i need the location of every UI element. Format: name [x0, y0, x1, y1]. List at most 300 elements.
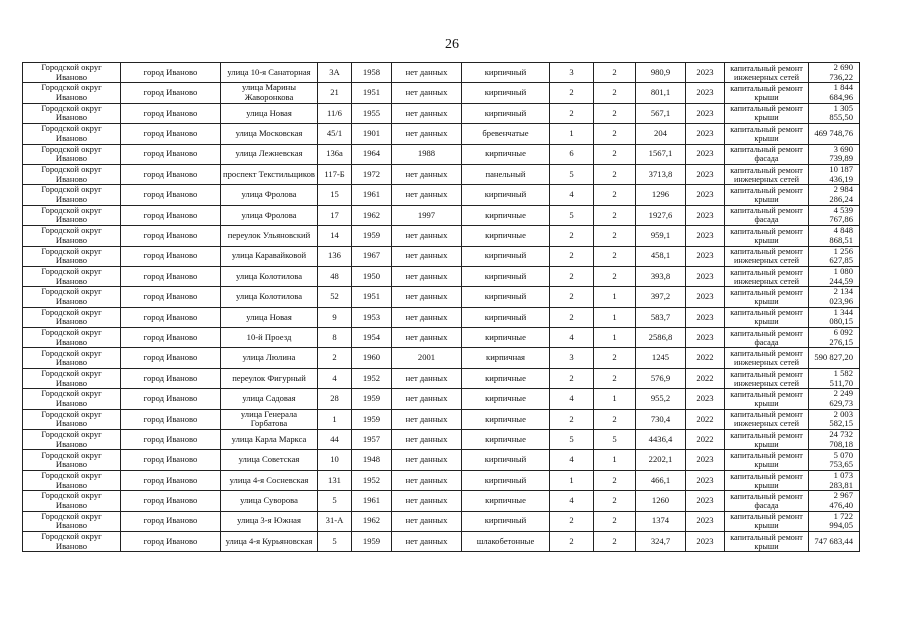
- cell-settlement: город Иваново: [121, 307, 221, 327]
- cell-cost: 590 827,20: [809, 348, 860, 368]
- cell-year-built: 1961: [352, 185, 392, 205]
- cell-floors: 5: [550, 164, 594, 184]
- cell-street: 10-й Проезд: [221, 328, 318, 348]
- cell-work-type: капитальный ремонт крыши: [725, 287, 809, 307]
- cell-floors: 2: [550, 103, 594, 123]
- cell-municipality: Городской округ Иваново: [23, 164, 121, 184]
- cell-area: 397,2: [636, 287, 686, 307]
- cell-year-reconstructed: нет данных: [392, 430, 462, 450]
- cell-year-built: 1951: [352, 83, 392, 103]
- cell-year-built: 1961: [352, 491, 392, 511]
- cell-municipality: Городской округ Иваново: [23, 205, 121, 225]
- cell-planned-year: 2023: [686, 511, 725, 531]
- cell-settlement: город Иваново: [121, 205, 221, 225]
- cell-year-reconstructed: 1988: [392, 144, 462, 164]
- table-row: [23, 307, 860, 327]
- cell-house-number: 117-Б: [318, 164, 352, 184]
- cell-house-number: 131: [318, 470, 352, 490]
- cell-entrances: 2: [594, 266, 636, 286]
- cell-year-built: 1964: [352, 144, 392, 164]
- table-row: [23, 185, 860, 205]
- cell-work-type: капитальный ремонт крыши: [725, 470, 809, 490]
- cell-year-built: 1955: [352, 103, 392, 123]
- cell-area: 576,9: [636, 368, 686, 388]
- cell-house-number: 28: [318, 389, 352, 409]
- cell-wall-material: панельный: [462, 164, 550, 184]
- cell-house-number: 4: [318, 368, 352, 388]
- cell-entrances: 2: [594, 185, 636, 205]
- table-row: [23, 531, 860, 551]
- cell-entrances: 2: [594, 368, 636, 388]
- cell-area: 1296: [636, 185, 686, 205]
- cell-year-built: 1958: [352, 63, 392, 83]
- cell-year-built: 1901: [352, 124, 392, 144]
- cell-year-built: 1962: [352, 511, 392, 531]
- cell-house-number: 14: [318, 226, 352, 246]
- cell-floors: 2: [550, 531, 594, 551]
- cell-planned-year: 2023: [686, 491, 725, 511]
- cell-house-number: 10: [318, 450, 352, 470]
- cell-municipality: Городской округ Иваново: [23, 63, 121, 83]
- cell-cost: 1 344 080,15: [809, 307, 860, 327]
- cell-work-type: капитальный ремонт крыши: [725, 185, 809, 205]
- cell-entrances: 2: [594, 409, 636, 429]
- cell-planned-year: 2023: [686, 63, 725, 83]
- cell-wall-material: бревенчатые: [462, 124, 550, 144]
- cell-floors: 4: [550, 389, 594, 409]
- cell-work-type: капитальный ремонт инженерных сетей: [725, 266, 809, 286]
- cell-house-number: 1: [318, 409, 352, 429]
- cell-cost: 747 683,44: [809, 531, 860, 551]
- cell-wall-material: кирпичный: [462, 63, 550, 83]
- cell-entrances: 2: [594, 511, 636, 531]
- table-row: [23, 103, 860, 123]
- cell-wall-material: кирпичные: [462, 226, 550, 246]
- cell-year-reconstructed: нет данных: [392, 63, 462, 83]
- cell-cost: 4 539 767,86: [809, 205, 860, 225]
- cell-settlement: город Иваново: [121, 531, 221, 551]
- cell-house-number: 44: [318, 430, 352, 450]
- cell-house-number: 5: [318, 491, 352, 511]
- cell-street: улица Фролова: [221, 185, 318, 205]
- cell-cost: 2 967 476,40: [809, 491, 860, 511]
- cell-settlement: город Иваново: [121, 430, 221, 450]
- cell-area: 3713,8: [636, 164, 686, 184]
- cell-area: 980,9: [636, 63, 686, 83]
- cell-wall-material: кирпичный: [462, 287, 550, 307]
- cell-cost: 469 748,76: [809, 124, 860, 144]
- cell-year-built: 1959: [352, 226, 392, 246]
- cell-municipality: Городской округ Иваново: [23, 511, 121, 531]
- cell-cost: 2 249 629,73: [809, 389, 860, 409]
- page-number: 26: [445, 37, 459, 52]
- cell-year-reconstructed: нет данных: [392, 164, 462, 184]
- cell-area: 1260: [636, 491, 686, 511]
- cell-entrances: 2: [594, 63, 636, 83]
- cell-entrances: 2: [594, 531, 636, 551]
- cell-work-type: капитальный ремонт инженерных сетей: [725, 164, 809, 184]
- cell-wall-material: кирпичный: [462, 185, 550, 205]
- cell-entrances: 2: [594, 348, 636, 368]
- cell-settlement: город Иваново: [121, 164, 221, 184]
- cell-municipality: Городской округ Иваново: [23, 389, 121, 409]
- cell-wall-material: кирпичные: [462, 409, 550, 429]
- cell-entrances: 1: [594, 287, 636, 307]
- cell-wall-material: кирпичные: [462, 368, 550, 388]
- cell-planned-year: 2022: [686, 348, 725, 368]
- cell-year-reconstructed: нет данных: [392, 307, 462, 327]
- cell-year-built: 1972: [352, 164, 392, 184]
- cell-planned-year: 2023: [686, 389, 725, 409]
- table-row: [23, 328, 860, 348]
- cell-work-type: капитальный ремонт крыши: [725, 83, 809, 103]
- cell-area: 583,7: [636, 307, 686, 327]
- cell-planned-year: 2023: [686, 307, 725, 327]
- cell-area: 1927,6: [636, 205, 686, 225]
- cell-street: улица Генерала Горбатова: [221, 409, 318, 429]
- cell-planned-year: 2023: [686, 226, 725, 246]
- cell-wall-material: кирпичные: [462, 491, 550, 511]
- cell-year-reconstructed: нет данных: [392, 246, 462, 266]
- cell-work-type: капитальный ремонт инженерных сетей: [725, 409, 809, 429]
- table-row: [23, 246, 860, 266]
- cell-year-built: 1952: [352, 470, 392, 490]
- cell-area: 801,1: [636, 83, 686, 103]
- cell-cost: 1 073 283,81: [809, 470, 860, 490]
- cell-floors: 2: [550, 246, 594, 266]
- cell-entrances: 2: [594, 164, 636, 184]
- cell-entrances: 1: [594, 389, 636, 409]
- cell-year-built: 1951: [352, 287, 392, 307]
- cell-municipality: Городской округ Иваново: [23, 531, 121, 551]
- cell-cost: 2 003 582,15: [809, 409, 860, 429]
- cell-cost: 24 732 708,18: [809, 430, 860, 450]
- cell-planned-year: 2022: [686, 409, 725, 429]
- cell-street: переулок Фигурный: [221, 368, 318, 388]
- cell-work-type: капитальный ремонт крыши: [725, 511, 809, 531]
- cell-entrances: 2: [594, 246, 636, 266]
- cell-entrances: 5: [594, 430, 636, 450]
- cell-year-reconstructed: нет данных: [392, 368, 462, 388]
- cell-year-built: 1954: [352, 328, 392, 348]
- table-row: [23, 226, 860, 246]
- cell-floors: 2: [550, 266, 594, 286]
- cell-year-reconstructed: нет данных: [392, 328, 462, 348]
- cell-year-reconstructed: нет данных: [392, 511, 462, 531]
- cell-year-reconstructed: нет данных: [392, 103, 462, 123]
- cell-cost: 1 844 684,96: [809, 83, 860, 103]
- cell-cost: 1 582 511,70: [809, 368, 860, 388]
- table-row: [23, 63, 860, 83]
- cell-wall-material: кирпичные: [462, 144, 550, 164]
- cell-year-built: 1948: [352, 450, 392, 470]
- cell-cost: 1 722 994,05: [809, 511, 860, 531]
- cell-wall-material: кирпичная: [462, 348, 550, 368]
- cell-wall-material: кирпичные: [462, 205, 550, 225]
- cell-year-reconstructed: нет данных: [392, 450, 462, 470]
- table-row: [23, 124, 860, 144]
- cell-street: улица Каравайковой: [221, 246, 318, 266]
- cell-planned-year: 2023: [686, 83, 725, 103]
- cell-area: 1245: [636, 348, 686, 368]
- cell-house-number: 136: [318, 246, 352, 266]
- cell-floors: 2: [550, 307, 594, 327]
- cell-work-type: капитальный ремонт инженерных сетей: [725, 63, 809, 83]
- cell-work-type: капитальный ремонт фасада: [725, 205, 809, 225]
- cell-floors: 6: [550, 144, 594, 164]
- cell-municipality: Городской округ Иваново: [23, 307, 121, 327]
- cell-work-type: капитальный ремонт крыши: [725, 124, 809, 144]
- cell-year-reconstructed: нет данных: [392, 124, 462, 144]
- cell-street: улица 3-я Южная: [221, 511, 318, 531]
- cell-entrances: 2: [594, 124, 636, 144]
- cell-year-reconstructed: 2001: [392, 348, 462, 368]
- cell-street: улица Московская: [221, 124, 318, 144]
- cell-entrances: 1: [594, 450, 636, 470]
- cell-settlement: город Иваново: [121, 266, 221, 286]
- cell-floors: 5: [550, 205, 594, 225]
- cell-entrances: 1: [594, 328, 636, 348]
- cell-cost: 4 848 868,51: [809, 226, 860, 246]
- cell-entrances: 2: [594, 83, 636, 103]
- cell-floors: 3: [550, 348, 594, 368]
- cell-area: 959,1: [636, 226, 686, 246]
- cell-house-number: 15: [318, 185, 352, 205]
- cell-municipality: Городской округ Иваново: [23, 368, 121, 388]
- table-row: [23, 368, 860, 388]
- cell-house-number: 9: [318, 307, 352, 327]
- cell-area: 466,1: [636, 470, 686, 490]
- cell-planned-year: 2023: [686, 124, 725, 144]
- cell-year-reconstructed: нет данных: [392, 226, 462, 246]
- cell-street: улица 4-я Курьяновская: [221, 531, 318, 551]
- cell-area: 2202,1: [636, 450, 686, 470]
- cell-area: 4436,4: [636, 430, 686, 450]
- cell-year-reconstructed: нет данных: [392, 266, 462, 286]
- cell-area: 955,2: [636, 389, 686, 409]
- cell-entrances: 2: [594, 226, 636, 246]
- cell-floors: 2: [550, 511, 594, 531]
- table-row: [23, 287, 860, 307]
- cell-planned-year: 2023: [686, 144, 725, 164]
- cell-street: улица Люлина: [221, 348, 318, 368]
- cell-house-number: 21: [318, 83, 352, 103]
- table-row: [23, 266, 860, 286]
- cell-street: улица 10-я Санаторная: [221, 63, 318, 83]
- cell-planned-year: 2023: [686, 185, 725, 205]
- table-row: [23, 450, 860, 470]
- cell-work-type: капитальный ремонт фасада: [725, 491, 809, 511]
- cell-municipality: Городской округ Иваново: [23, 83, 121, 103]
- cell-year-built: 1952: [352, 368, 392, 388]
- cell-year-reconstructed: нет данных: [392, 491, 462, 511]
- cell-municipality: Городской округ Иваново: [23, 185, 121, 205]
- cell-settlement: город Иваново: [121, 226, 221, 246]
- table-row: [23, 511, 860, 531]
- cell-work-type: капитальный ремонт инженерных сетей: [725, 348, 809, 368]
- cell-year-built: 1959: [352, 531, 392, 551]
- cell-year-built: 1967: [352, 246, 392, 266]
- cell-cost: 10 187 436,19: [809, 164, 860, 184]
- cell-floors: 1: [550, 124, 594, 144]
- cell-planned-year: 2023: [686, 266, 725, 286]
- cell-year-built: 1962: [352, 205, 392, 225]
- cell-wall-material: кирпичные: [462, 389, 550, 409]
- table-row: [23, 389, 860, 409]
- cell-house-number: 31-А: [318, 511, 352, 531]
- cell-cost: 2 690 736,22: [809, 63, 860, 83]
- cell-municipality: Городской округ Иваново: [23, 450, 121, 470]
- cell-planned-year: 2023: [686, 328, 725, 348]
- table-row: [23, 430, 860, 450]
- table-row: [23, 164, 860, 184]
- cell-floors: 4: [550, 185, 594, 205]
- cell-municipality: Городской округ Иваново: [23, 246, 121, 266]
- cell-wall-material: кирпичный: [462, 511, 550, 531]
- cell-wall-material: кирпичный: [462, 83, 550, 103]
- cell-wall-material: кирпичный: [462, 246, 550, 266]
- cell-planned-year: 2023: [686, 470, 725, 490]
- cell-cost: 1 305 855,50: [809, 103, 860, 123]
- cell-wall-material: кирпичный: [462, 266, 550, 286]
- cell-street: улица Советская: [221, 450, 318, 470]
- cell-area: 204: [636, 124, 686, 144]
- cell-work-type: капитальный ремонт инженерных сетей: [725, 368, 809, 388]
- cell-area: 458,1: [636, 246, 686, 266]
- cell-floors: 2: [550, 409, 594, 429]
- cell-municipality: Городской округ Иваново: [23, 124, 121, 144]
- cell-floors: 2: [550, 226, 594, 246]
- cell-street: улица Новая: [221, 307, 318, 327]
- cell-floors: 2: [550, 287, 594, 307]
- cell-entrances: 2: [594, 470, 636, 490]
- cell-house-number: 2: [318, 348, 352, 368]
- cell-municipality: Городской округ Иваново: [23, 348, 121, 368]
- cell-year-built: 1959: [352, 389, 392, 409]
- cell-municipality: Городской округ Иваново: [23, 266, 121, 286]
- cell-floors: 3: [550, 63, 594, 83]
- cell-year-reconstructed: нет данных: [392, 409, 462, 429]
- cell-floors: 2: [550, 83, 594, 103]
- cell-year-built: 1960: [352, 348, 392, 368]
- cell-year-reconstructed: нет данных: [392, 185, 462, 205]
- cell-settlement: город Иваново: [121, 450, 221, 470]
- cell-work-type: капитальный ремонт крыши: [725, 450, 809, 470]
- cell-settlement: город Иваново: [121, 389, 221, 409]
- cell-street: улица Фролова: [221, 205, 318, 225]
- cell-work-type: капитальный ремонт крыши: [725, 226, 809, 246]
- cell-entrances: 2: [594, 205, 636, 225]
- cell-street: улица Колотилова: [221, 287, 318, 307]
- cell-municipality: Городской округ Иваново: [23, 103, 121, 123]
- cell-house-number: 11/6: [318, 103, 352, 123]
- cell-work-type: капитальный ремонт фасада: [725, 144, 809, 164]
- cell-entrances: 1: [594, 307, 636, 327]
- cell-settlement: город Иваново: [121, 63, 221, 83]
- cell-floors: 4: [550, 328, 594, 348]
- cell-cost: 2 984 286,24: [809, 185, 860, 205]
- cell-house-number: 52: [318, 287, 352, 307]
- cell-work-type: капитальный ремонт крыши: [725, 531, 809, 551]
- cell-house-number: 48: [318, 266, 352, 286]
- cell-cost: 3 690 739,89: [809, 144, 860, 164]
- cell-settlement: город Иваново: [121, 103, 221, 123]
- cell-area: 324,7: [636, 531, 686, 551]
- cell-settlement: город Иваново: [121, 491, 221, 511]
- cell-area: 2586,8: [636, 328, 686, 348]
- cell-municipality: Городской округ Иваново: [23, 430, 121, 450]
- cell-year-built: 1957: [352, 430, 392, 450]
- cell-settlement: город Иваново: [121, 470, 221, 490]
- cell-street: улица Новая: [221, 103, 318, 123]
- cell-settlement: город Иваново: [121, 124, 221, 144]
- cell-street: улица Карла Маркса: [221, 430, 318, 450]
- cell-municipality: Городской округ Иваново: [23, 470, 121, 490]
- cell-settlement: город Иваново: [121, 287, 221, 307]
- cell-work-type: капитальный ремонт фасада: [725, 328, 809, 348]
- cell-work-type: капитальный ремонт крыши: [725, 389, 809, 409]
- cell-street: проспект Текстильщиков: [221, 164, 318, 184]
- cell-street: улица Лежневская: [221, 144, 318, 164]
- table-row: [23, 205, 860, 225]
- table-row: [23, 83, 860, 103]
- cell-floors: 1: [550, 470, 594, 490]
- cell-cost: 6 092 276,15: [809, 328, 860, 348]
- cell-area: 393,8: [636, 266, 686, 286]
- cell-cost: 1 256 627,85: [809, 246, 860, 266]
- cell-planned-year: 2022: [686, 368, 725, 388]
- cell-settlement: город Иваново: [121, 368, 221, 388]
- housing-repair-table: [22, 62, 860, 552]
- cell-planned-year: 2022: [686, 430, 725, 450]
- cell-settlement: город Иваново: [121, 348, 221, 368]
- cell-planned-year: 2023: [686, 287, 725, 307]
- cell-settlement: город Иваново: [121, 144, 221, 164]
- table-row: [23, 348, 860, 368]
- cell-floors: 2: [550, 368, 594, 388]
- cell-work-type: капитальный ремонт инженерных сетей: [725, 246, 809, 266]
- cell-year-reconstructed: нет данных: [392, 287, 462, 307]
- cell-planned-year: 2023: [686, 450, 725, 470]
- cell-municipality: Городской округ Иваново: [23, 287, 121, 307]
- cell-floors: 4: [550, 491, 594, 511]
- cell-wall-material: кирпичные: [462, 328, 550, 348]
- cell-street: улица Марины Жаворонкова: [221, 83, 318, 103]
- cell-municipality: Городской округ Иваново: [23, 491, 121, 511]
- cell-year-reconstructed: нет данных: [392, 470, 462, 490]
- cell-area: 1374: [636, 511, 686, 531]
- cell-cost: 2 134 023,96: [809, 287, 860, 307]
- cell-wall-material: кирпичный: [462, 307, 550, 327]
- cell-house-number: 136а: [318, 144, 352, 164]
- cell-house-number: 45/1: [318, 124, 352, 144]
- cell-year-reconstructed: нет данных: [392, 83, 462, 103]
- table-row: [23, 470, 860, 490]
- cell-year-reconstructed: нет данных: [392, 389, 462, 409]
- cell-municipality: Городской округ Иваново: [23, 226, 121, 246]
- cell-area: 1567,1: [636, 144, 686, 164]
- cell-settlement: город Иваново: [121, 185, 221, 205]
- cell-year-built: 1950: [352, 266, 392, 286]
- cell-wall-material: шлакобетонные: [462, 531, 550, 551]
- table-row: [23, 409, 860, 429]
- cell-planned-year: 2023: [686, 531, 725, 551]
- cell-house-number: 3А: [318, 63, 352, 83]
- cell-house-number: 8: [318, 328, 352, 348]
- cell-municipality: Городской округ Иваново: [23, 144, 121, 164]
- cell-house-number: 5: [318, 531, 352, 551]
- table-row: [23, 491, 860, 511]
